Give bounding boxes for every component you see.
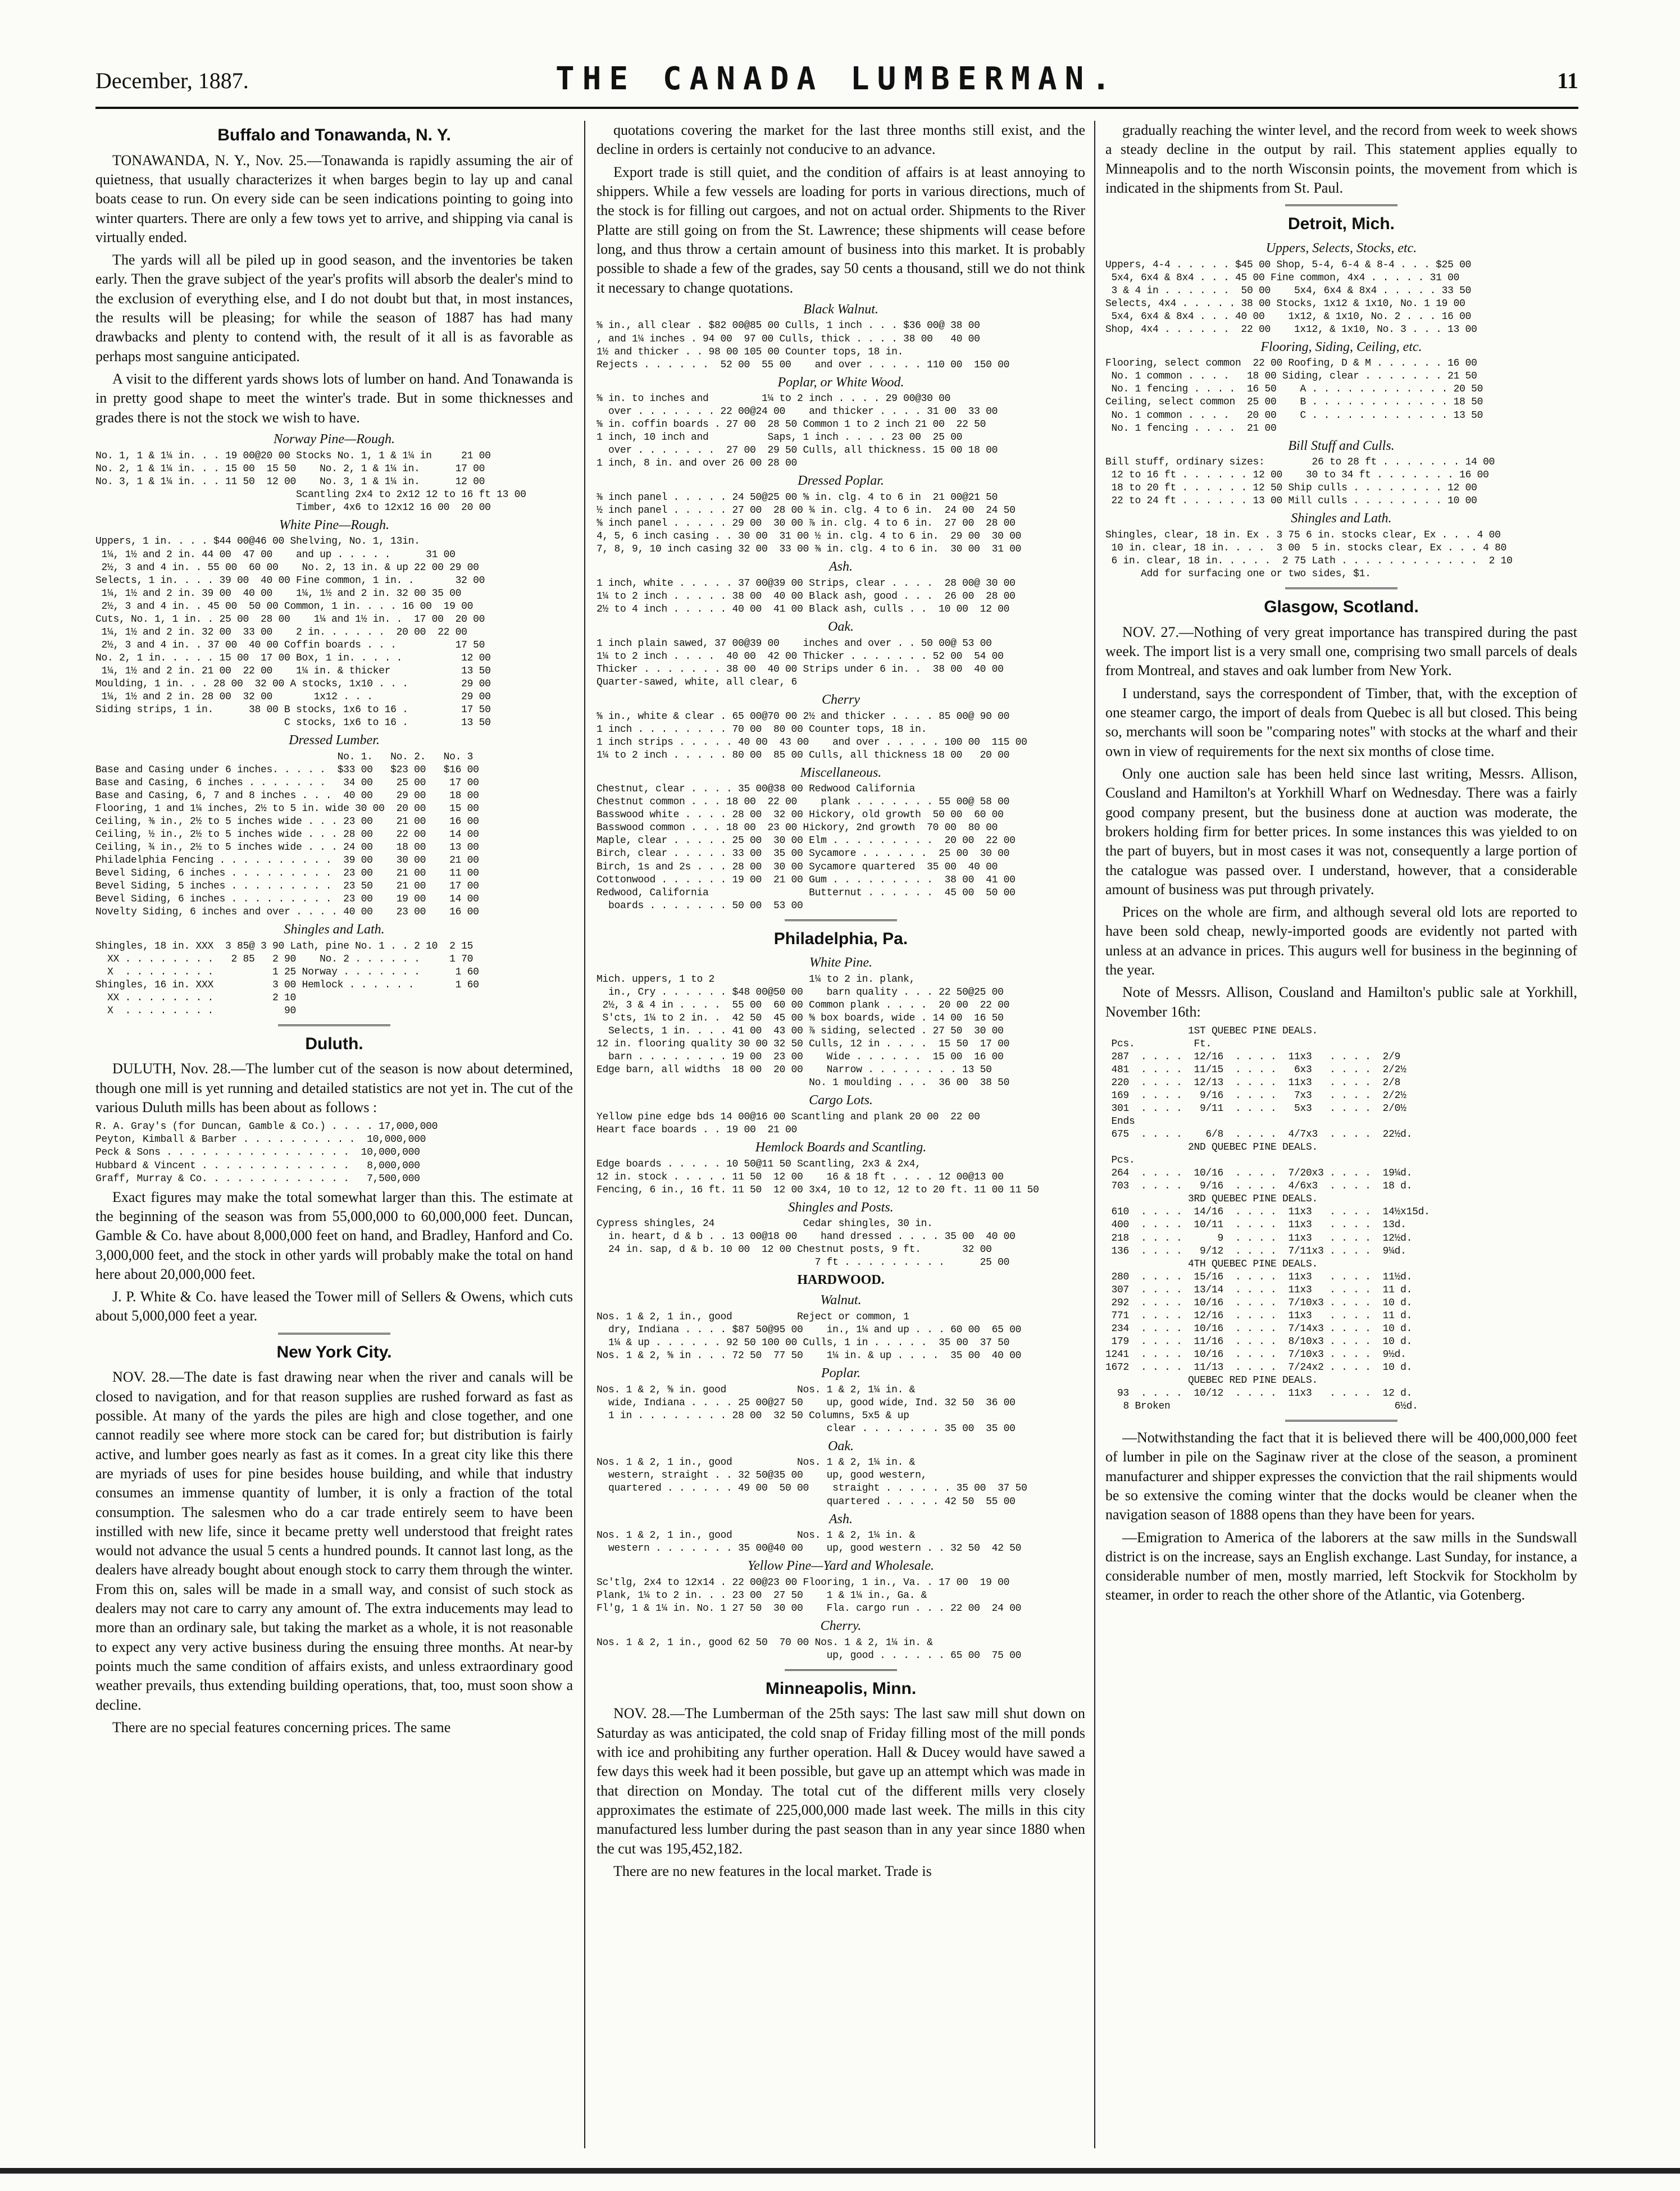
table-subtitle: Poplar, or White Wood.	[777, 375, 904, 390]
paragraph: NOV. 27.—Nothing of very great importance has transpired during the past week. The import list is a very small one, comprising two small parcels of deals from Montreal, and staves and oak lumber from New York.	[1105, 623, 1577, 679]
table-heading-hardwood: HARDWOOD.	[797, 1273, 885, 1288]
table-subtitle: Bill Stuff and Culls.	[1288, 438, 1395, 453]
paragraph: J. P. White & Co. have leased the Tower mill of Sellers & Owens, which cuts about 5,000,000 feet a year.	[95, 1288, 573, 1324]
paragraph: Exact figures may make the total somewhat larger than this. The estimate at the beginning of the season was from 55,000,000 to 60,000,000 feet. Duncan, Gamble & Co. have about 8,000,000 feet on hand, and Bradley, Hanford and Co. 3,000,000 feet, and the stock in other yards will probably make the total on hand here about 20,000,000 feet.	[95, 1188, 573, 1282]
paragraph: The yards will all be piled up in good season, and the inventories be taken early. Then the grave subject of the year's profits will absorb the dealer's mind to the exclusion of everything else, and I do not doubt but that, in most instances, the results will be pleasing; for while the season of 1887 has had many drawbacks and plenty to contend with, the result of it all is as favorable as perhaps most sanguine anticipated.	[95, 252, 573, 365]
price-table-oak: 1 inch plain sawed, 37 00@39 00 inches and over . . 50 00@ 53 00 1¼ to 2 inch . . . . 40 00 42 00 Thicker . . . . . . . 52 00 54 00 Thicker . . . . . . . 38 00 40 00 Strips under 6 in. . 38 00 40 00 Quarter-sawed, white, all clear, 6	[597, 637, 1004, 688]
column-divider	[1094, 121, 1095, 2148]
paragraph: Note of Messrs. Allison, Cousland and Hamilton's public sale at Yorkhill, November 16th:	[1105, 984, 1577, 1020]
paragraph: A visit to the different yards shows lots of lumber on hand. And Tonawanda is in pretty good shape to meet the winter's trade. But in some thicknesses and grades there is not the stock we wish to have.	[95, 371, 573, 426]
table-subtitle: Shingles and Posts.	[788, 1200, 894, 1215]
section-separator	[278, 1333, 390, 1334]
paragraph: —Emigration to America of the laborers at the saw mills in the Sundswall district is on the increase, says an English exchange. Last Sunday, for instance, a considerable number of men, mostly married, left Stockvik for Stockholm by steamer, in order to reach the other shore of the Atlantic, via Gotenberg.	[1105, 1529, 1577, 1604]
column-right	[1105, 121, 1577, 2148]
price-table-shingles: Shingles, 18 in. XXX 3 85@ 3 90 Lath, pine No. 1 . . 2 10 2 15 XX . . . . . . . . 2 85 2 90 No. 2 . . . . . . 1 70 X . . . . . . . . 1 25 Norway . . . . . . . 1 60 Shingles, 16 in. XXX 3 00 Hemlock . . . . . . 1 60 XX . . . . . . . . 2 10 X . . . . . . . . 90	[95, 940, 479, 1017]
paragraph: NOV. 28.—The date is fast drawing near when the river and canals will be closed to navigation, and for that reason supplies are rushed forward as fast as possible. At many of the yards the piles are high and close together, and one cannot readily see where more stock can be cared for; but distribution is fairly active, and lumber goes nearly as fast as it comes. In a great city like this there are myriads of uses for pine besides house building, and while that industry consumes an immense quantity of lumber, it is only a fraction of the total consumption. The salesmen who do a car trade entirely seem to have been instilled with new life, since it became pretty well understood that freight rates would not advance the usual 5 cents a hundred pounds. It cannot last long, as the dealers have already bought about enough stock to carry them through the winter. From this on, sales will be made in a small way, and consist of such stock as dealers may not care to carry any amount of. The extra inducements may lead to more than an ordinary sale, but taking the market as a whole, it is not reasonable to expect any very active business during the ensuing three months. At near-by points much the same condition of affairs exists, and unless extraordinary good weather prevails, thus extending building operations, that, too, must soon show a decline.	[95, 1369, 573, 1713]
table-subtitle: Poplar.	[821, 1365, 861, 1381]
paragraph: gradually reaching the winter level, and the record from week to week shows a steady decline in the output by rail. This statement applies equally to Minneapolis and to the north Wisconsin points, the movement from which is indicated in the shipments from St. Paul.	[1105, 122, 1577, 196]
table-subtitle: Uppers, Selects, Stocks, etc.	[1265, 240, 1417, 256]
paragraph: Only one auction sale has been held since last writing, Messrs. Allison, Cousland and Hamilton's at Yorkhill Wharf on Wednesday. There was a fairly good company present, but the business done at auction was moderate, the brokers holding firm for better prices. In some instances this was yielded to on the part of buyers, but in most cases it was not, consequently a large portion of the catalogue was passed over. I understand, however, that a considerable amount of business was put through privately.	[1105, 765, 1577, 898]
section-title-glasgow: Glasgow, Scotland.	[1264, 598, 1419, 617]
table-subtitle: Dressed Poplar.	[798, 473, 884, 489]
issue-date: December, 1887.	[95, 68, 249, 93]
section-title-buffalo: Buffalo and Tonawanda, N. Y.	[217, 126, 451, 144]
price-table-detroit-bill-stuff: Bill stuff, ordinary sizes: 26 to 28 ft . . . . . . . 14 00 12 to 16 ft . . . . . . 12 00 30 to 34 ft . . . . . . . 16 00 18 to 20 ft . . . . . . 12 50 Ship culls . . . . . . . . 12 00 22 to 24 ft . . . . . . 13 00 Mill culls . . . . . . . . 10 00	[1105, 457, 1495, 507]
table-subtitle: White Pine—Rough.	[279, 517, 389, 532]
table-subtitle: Hemlock Boards and Scantling.	[755, 1140, 927, 1155]
table-subtitle: Shingles and Lath.	[284, 922, 385, 937]
price-table-black-walnut: ⅝ in., all clear . $82 00@85 00 Culls, 1 inch . . . $36 00@ 38 00 , and 1¼ inches . 94 00 97 00 Culls, thick . . . . 38 00 40 00 1½ and thicker . . 98 00 105 00 Counter tops, 18 in. Rejects . . . . . . 52 00 55 00 and over . . . . . 110 00 150 00	[597, 320, 1010, 371]
table-subtitle: Dressed Lumber.	[289, 732, 380, 748]
section-title-new-york: New York City.	[276, 1342, 392, 1361]
paragraph: Prices on the whole are firm, and although several old lots are reported to have been sold cheap, newly-imported goods are evidently not parted with unless at an advance in prices. This augurs well for business in the beginning of the year.	[1105, 904, 1577, 978]
price-table-detroit-flooring: Flooring, select common 22 00 Roofing, D & M . . . . . . 16 00 No. 1 common . . . . 18 00 Siding, clear . . . . . . . 21 50 No. 1 fencing . . . . 16 50 A . . . . . . . . . . . . 20 50 Ceiling, select common 25 00 B . . . . . . . . . . . . 18 50 No. 1 common . . . . 20 00 C . . . . . . . . . . . . 13 50 No. 1 fencing . . . . 21 00	[1105, 358, 1483, 434]
table-subtitle: Cherry.	[820, 1619, 862, 1634]
price-table-hardwood-poplar: Nos. 1 & 2, ⅝ in. good Nos. 1 & 2, 1¼ in. & wide, Indiana . . . . 25 00@27 50 up, good wide, Ind. 32 50 36 00 1 in . . . . . . . . 28 00 32 50 Columns, 5x5 & up clear . . . . . . . 35 00 35 00	[597, 1384, 1016, 1434]
price-table-hardwood-cherry: Nos. 1 & 2, 1 in., good 62 50 70 00 Nos. 1 & 2, 1¼ in. & up, good . . . . . . 65 00 75 00	[597, 1637, 1022, 1661]
table-subtitle: Shingles and Lath.	[1291, 511, 1392, 526]
price-table-dressed-lumber: No. 1. No. 2. No. 3 Base and Casing under 6 inches. . . . . $33 00 $23 00 $16 00 Base and Casing, 6 inches . . . . . . . 34 00 25 00 17 00 Base and Casing, 6, 7 and 8 inches . . . 40 00 29 00 18 00 Flooring, 1 and 1¼ inches, 2½ to 5 in. wide 30 00 20 00 15 00 Ceiling, ⅜ in., 2½ to 5 inches wide . . . 23 00 21 00 16 00 Ceiling, ½ in., 2½ to 5 inches wide . . . 28 00 22 00 14 00 Ceiling, ¾ in., 2½ to 5 inches wide . . . 24 00 18 00 13 00 Philadelphia Fencing . . . . . . . . . . 39 00 30 00 21 00 Bevel Siding, 6 inches . . . . . . . . . 23 00 21 00 11 00 Bevel Siding, 5 inches . . . . . . . . . 23 50 21 00 17 00 Bevel Siding, 6 inches . . . . . . . . . 23 00 19 00 14 00 Novelty Siding, 6 inches and over . . . . 40 00 23 00 16 00	[95, 751, 479, 918]
paragraph: DULUTH, Nov. 28.—The lumber cut of the season is now about determined, though one mill is yet running and detailed statistics are not yet in. The cut of the various Duluth mills has been about as follows :	[95, 1060, 573, 1116]
price-table-miscellaneous: Chestnut, clear . . . . 35 00@38 00 Redwood California Chestnut common . . . 18 00 22 00 plank . . . . . . . 55 00@ 58 00 Basswood white . . . . 28 00 32 00 Hickory, old growth 50 00 60 00 Basswood common . . . 18 00 23 00 Hickory, 2nd growth 70 00 80 00 Maple, clear . . . . . 25 00 30 00 Elm . . . . . . . . . 20 00 22 00 Birch, clear . . . . . 33 00 35 00 Sycamore . . . . . . 25 00 30 00 Birch, 1s and 2s . . . 28 00 30 00 Sycamore quartered 35 00 40 00 Cottonwood . . . . . . 19 00 21 00 Gum . . . . . . . . . 38 00 41 00 Redwood, California Butternut . . . . . . 45 00 50 00 boards . . . . . . . 50 00 53 00	[597, 784, 1016, 912]
price-table-cherry: ⅝ in., white & clear . 65 00@70 00 2½ and thicker . . . . 85 00@ 90 00 1 inch . . . . . . . . 70 00 80 00 Counter tops, 18 in. 1 inch strips . . . . . 40 00 43 00 and over . . . . . 100 00 115 00 1¼ to 2 inch . . . . . 80 00 85 00 Culls, all thickness 18 00 20 00	[597, 710, 1027, 761]
paragraph: There are no special features concerning prices. The same	[112, 1719, 451, 1736]
paragraph: I understand, says the correspondent of Timber, that, with the exception of one steamer cargo, the import of deals from Quebec is all but closed. This being so, merchants will soon be "comparing notes" with stocks at the wharf and their own in view of requirements for the next six months of close time.	[1105, 685, 1577, 759]
section-title-minneapolis: Minneapolis, Minn.	[765, 1679, 917, 1698]
price-table-phila-white-pine: Mich. uppers, 1 to 2 1¼ to 2 in. plank, in., Cry . . . . . . $48 00@50 00 barn quality . . . 22 50@25 00 2½, 3 & 4 in . . . . 55 00 60 00 Common plank . . . . 20 00 22 00 S'cts, 1¼ to 2 in. . 42 50 45 00 ⅝ box boards, wide . 14 00 16 50 Selects, 1 in. . . . 41 00 43 00 ⅞ siding, selected . 27 50 30 00 12 in. flooring quality 30 00 32 50 Culls, 12 in . . . . 15 50 17 00 barn . . . . . . . . 19 00 23 00 Wide . . . . . . 15 00 16 00 Edge barn, all widths 18 00 20 00 Narrow . . . . . . . . 13 50 No. 1 moulding . . . 36 00 38 50	[597, 973, 1010, 1089]
section-title-philadelphia: Philadelphia, Pa.	[773, 929, 908, 948]
table-subtitle: Ash.	[829, 1511, 853, 1527]
table-subtitle: Oak.	[828, 620, 854, 635]
page-bottom-border	[0, 2168, 1680, 2174]
price-table-white-pine: Uppers, 1 in. . . . $44 00@46 00 Shelving, No. 1, 13in. 1¼, 1½ and 2 in. 44 00 47 00 and up . . . . . 31 00 2½, 3 and 4 in. . 55 00 60 00 No. 2, 13 in. & up 22 00 29 00 Selects, 1 in. . . . 39 00 40 00 Fine common, 1 in. . 32 00 1¼, 1½ and 2 in. 39 00 40 00 1¼, 1½ and 2 in. 32 00 35 00 2½, 3 and 4 in. . 45 00 50 00 Common, 1 in. . . . 16 00 19 00 Cuts, No. 1, 1 in. . 25 00 28 00 1¼ and 1½ in. . 17 00 20 00 1¼, 1½ and 2 in. 32 00 33 00 2 in. . . . . . 20 00 22 00 2½, 3 and 4 in. . 37 00 40 00 Coffin boards . . . 17 50 No. 2, 1 in. . . . . 15 00 17 00 Box, 1 in. . . . . 12 00 1¼, 1½ and 2 in. 21 00 22 00 1¼ in. & thicker 13 50 Moulding, 1 in. . . 28 00 32 00 A stocks, 1x10 . . . 29 00 1¼, 1½ and 2 in. 28 00 32 00 1x12 . . . 29 00 Siding strips, 1 in. 38 00 B stocks, 1x6 to 16 . 17 50 C stocks, 1x6 to 16 . 13 50	[95, 536, 491, 728]
table-subtitle: Walnut.	[820, 1293, 862, 1308]
section-separator	[1285, 587, 1397, 589]
paragraph: There are no new features in the local market. Trade is	[613, 1862, 932, 1879]
auction-sale-table: 1ST QUEBEC PINE DEALS. Pcs. Ft. 287 . . . . 12/16 . . . . 11x3 . . . . 2/9 481 . . . . 11/15 . . . . 6x3 . . . . 2/2½ 220 . . . . 12/13 . . . . 11x3 . . . . 2/8 169 . . . . 9/16 . . . . 7x3 . . . . 2/2½ 301 . . . . 9/11 . . . . 5x3 . . . . 2/0½ Ends 675 . . . . 6/8 . . . . 4/7x3 . . . . 22½d. 2ND QUEBEC PINE DEALS. Pcs. 264 . . . . 10/16 . . . . 7/20x3 . . . . 19¼d. 703 . . . . 9/16 . . . . 4/6x3 . . . . 18 d. 3RD QUEBEC PINE DEALS. 610 . . . . 14/16 . . . . 11x3 . . . . 14½x15d. 400 . . . . 10/11 . . . . 11x3 . . . . 13d. 218 . . . . 9 . . . . 11x3 . . . . 12½d. 136 . . . . 9/12 . . . . 7/11x3 . . . . 9¼d. 4TH QUEBEC PINE DEALS. 280 . . . . 15/16 . . . . 11x3 . . . . 11½d. 307 . . . . 13/14 . . . . 11x3 . . . . 11 d. 292 . . . . 10/16 . . . . 7/10x3 . . . . 10 d. 771 . . . . 12/16 . . . . 11x3 . . . . 11 d. 234 . . . . 10/16 . . . . 7/14x3 . . . . 10 d. 179 . . . . 11/16 . . . . 8/10x3 . . . . 10 d. 1241 . . . . 10/16 . . . . 7/10x3 . . . . 9½d. 1672 . . . . 11/13 . . . . 7/24x2 . . . . 10 d. QUEBEC RED PINE DEALS. 93 . . . . 10/12 . . . . 11x3 . . . . 12 d. 8 Broken 6½d.	[1105, 1026, 1430, 1412]
table-subtitle: Norway Pine—Rough.	[274, 431, 395, 447]
table-subtitle: Yellow Pine—Yard and Wholesale.	[747, 1559, 935, 1574]
price-table-hemlock: Edge boards . . . . . 10 50@11 50 Scantling, 2x3 & 2x4, 12 in. stock . . . . . 11 50 12 00 16 & 18 ft . . . . 12 00@13 00 Fencing, 6 in., 16 ft. 11 50 12 00 3x4, 10 to 12, 12 to 20 ft. 11 00 11 50	[597, 1158, 1039, 1196]
section-separator	[1285, 1420, 1397, 1422]
price-table-shingles-posts: Cypress shingles, 24 Cedar shingles, 30 in. in. heart, d & b . . 13 00@18 00 hand dressed . . . . 35 00 40 00 24 in. sap, d & b. 10 00 12 00 Chestnut posts, 9 ft. 32 00 7 ft . . . . . . . . . 25 00	[597, 1218, 1016, 1269]
section-separator	[1285, 204, 1397, 206]
newspaper-title: THE CANADA LUMBERMAN.	[555, 61, 1118, 97]
table-subtitle: Black Walnut.	[803, 302, 878, 317]
table-subtitle: Flooring, Siding, Ceiling, etc.	[1260, 339, 1422, 354]
price-table-cargo-lots: Yellow pine edge bds 14 00@16 00 Scantling and plank 20 00 22 00 Heart face boards . . 19 00 21 00	[597, 1111, 980, 1136]
paragraph: Export trade is still quiet, and the condition of affairs is at least annoying to shippers. While a few vessels are loading for ports in various directions, much of the stock is for filling out cargoes, and not on actual order. Shipments to the River Platte are still going on from the St. Lawrence; these shipments will cease before long, and thus throw a certain amount of business into this market. It is probably possible to shade a few of the grades, say 50 cents a thousand, still we do not think it necessary to change quotations.	[597, 163, 1085, 296]
section-separator	[785, 919, 897, 921]
price-table-detroit-uppers: Uppers, 4-4 . . . . . $45 00 Shop, 5-4, 6-4 & 8-4 . . . $25 00 5x4, 6x4 & 8x4 . . . 45 00 Fine common, 4x4 . . . . . 31 00 3 & 4 in . . . . . . 50 00 5x4, 6x4 & 8x4 . . . . . 33 50 Selects, 4x4 . . . . . 38 00 Stocks, 1x12 & 1x10, No. 1 19 00 5x4, 6x4 & 8x4 . . . 40 00 1x12, & 1x10, No. 2 . . . 16 00 Shop, 4x4 . . . . . . 22 00 1x12, & 1x10, No. 3 . . . 13 00	[1105, 259, 1477, 335]
mill-cut-table: R. A. Gray's (for Duncan, Gamble & Co.) . . . . 17,000,000 Peyton, Kimball & Barber . . . . . . . . . . 10,000,000 Peck & Sons . . . . . . . . . . . . . . . . 10,000,000 Hubbard & Vincent . . . . . . . . . . . . . 8,000,000 Graff, Murray & Co. . . . . . . . . . . . . 7,500,000	[95, 1121, 438, 1185]
price-table-yellow-pine: Sc'tlg, 2x4 to 12x14 . 22 00@23 00 Flooring, 1 in., Va. . 17 00 19 00 Plank, 1¼ to 2 in. . . 23 00 27 50 1 & 1¼ in., Ga. & Fl'g, 1 & 1¼ in. No. 1 27 50 30 00 Fla. cargo run . . . 22 00 24 00	[597, 1577, 1022, 1615]
section-separator	[785, 1669, 897, 1671]
paragraph: TONAWANDA, N. Y., Nov. 25.—Tonawanda is rapidly assuming the air of quietness, that usually characterizes it when barges begin to lay up and canal boats cease to run. On every side can be seen indications pointing to going into winter quarters. There are only a few tows yet to arrive, and shipping via canal is virtually ended.	[95, 152, 573, 245]
price-table-dressed-poplar: ⅜ inch panel . . . . . 24 50@25 00 ⅝ in. clg. 4 to 6 in 21 00@21 50 ½ inch panel . . . . . 27 00 28 00 ¾ in. clg. 4 to 6 in. 24 00 24 50 ⅝ inch panel . . . . . 29 00 30 00 ⅞ in. clg. 4 to 6 in. 27 00 28 00 4, 5, 6 inch casing . . 30 00 31 00 ½ in. clg. 4 to 6 in. 29 00 30 00 7, 8, 9, 10 inch casing 32 00 33 00 ⅜ in. clg. 4 to 6 in. 30 00 31 00	[597, 492, 1022, 555]
price-table-hardwood-ash: Nos. 1 & 2, 1 in., good Nos. 1 & 2, 1¼ in. & western . . . . . . . 35 00@40 00 up, good western . . 32 50 42 50	[597, 1530, 1022, 1555]
table-subtitle: White Pine.	[809, 955, 872, 971]
price-table-ash: 1 inch, white . . . . . 37 00@39 00 Strips, clear . . . . 28 00@ 30 00 1¼ to 2 inch . . . . . 38 00 40 00 Black ash, good . . . 26 00 28 00 2½ to 4 inch . . . . . 40 00 41 00 Black ash, culls . . 10 00 12 00	[597, 577, 1016, 616]
paragraph: quotations covering the market for the last three months still exist, and the decline in orders is certainly not conducive to an advance.	[597, 122, 1085, 158]
price-table-hardwood-walnut: Nos. 1 & 2, 1 in., good Reject or common, 1 dry, Indiana . . . . $87 50@95 00 in., 1¼ and up . . . 60 00 65 00 1¼ & up . . . . . . 92 50 100 00 Culls, 1 in . . . . . 35 00 37 50 Nos. 1 & 2, ⅝ in . . . 72 50 77 50 1¼ in. & up . . . . 35 00 40 00	[597, 1311, 1022, 1361]
table-subtitle: Ash.	[829, 559, 853, 575]
table-subtitle: Oak.	[828, 1438, 854, 1454]
section-title-duluth: Duluth.	[305, 1034, 363, 1053]
table-subtitle: Cargo Lots.	[809, 1093, 873, 1108]
column-middle	[597, 121, 1085, 2148]
price-table-poplar: ⅝ in. to inches and 1¼ to 2 inch . . . . 29 00@30 00 over . . . . . . . 22 00@24 00 and thicker . . . . 31 00 33 00 ⅝ in. coffin boards . 27 00 28 50 Common 1 to 2 inch 21 00 22 50 1 inch, 10 inch and Saps, 1 inch . . . . 23 00 25 00 over . . . . . . . 27 00 29 50 Culls, all thickness. 15 00 18 00 1 inch, 8 in. and over 26 00 28 00	[597, 393, 998, 470]
column-divider	[584, 121, 585, 2148]
page-number: 11	[1557, 68, 1578, 93]
column-left	[95, 121, 573, 2148]
table-subtitle: Miscellaneous.	[800, 765, 882, 780]
price-table-detroit-shingles: Shingles, clear, 18 in. Ex . 3 75 6 in. stocks clear, Ex . . . 4 00 10 in. clear, 18 in. . . . 3 00 5 in. stocks clear, Ex . . . 4 80 6 in. clear, 18 in. . . . . 2 75 Lath . . . . . . . . . . . . 2 10 Add for surfacing one or two sides, $1.	[1105, 530, 1513, 580]
section-separator	[278, 1024, 390, 1026]
price-table-hardwood-oak: Nos. 1 & 2, 1 in., good Nos. 1 & 2, 1¼ in. & western, straight . . 32 50@35 00 up, good western, quartered . . . . . . 49 00 50 00 straight . . . . . . 35 00 37 50 quartered . . . . . 42 50 55 00	[597, 1457, 1027, 1507]
paragraph: NOV. 28.—The Lumberman of the 25th says: The last saw mill shut down on Saturday as was anticipated, the cold snap of Friday filling most of the mill ponds with ice and prohibiting any further operation. Hall & Ducey would have sawed a few days this week had it been possible, but gave up an attempt which was made in that direction on Monday. The total cut of the different mills very closely approximates the estimate of 225,000,000 made last week. The mills in this city manufactured less lumber during the past season than in any year since 1880 when the cut was 195,452,182.	[597, 1705, 1085, 1857]
table-subtitle: Cherry	[822, 692, 860, 707]
price-table-norway-pine: No. 1, 1 & 1¼ in. . . 19 00@20 00 Stocks No. 1, 1 & 1¼ in 21 00 No. 2, 1 & 1¼ in. . . 15 00 15 50 No. 2, 1 & 1¼ in. 17 00 No. 3, 1 & 1¼ in. . . 11 50 12 00 No. 3, 1 & 1¼ in. 12 00 Scantling 2x4 to 2x12 12 to 16 ft 13 00 Timber, 4x6 to 12x12 16 00 20 00	[95, 450, 526, 513]
paragraph: —Notwithstanding the fact that it is believed there will be 400,000,000 feet of lumber in pile on the Saginaw river at the close of the season, a prominent manufacturer and shipper expresses the conviction that the rail shipments would be so extensive the coming winter that the docks would be cleaner when the navigation season of 1888 opens than they have been for years.	[1105, 1429, 1577, 1523]
masthead	[95, 56, 1578, 109]
section-title-detroit: Detroit, Mich.	[1287, 215, 1395, 234]
